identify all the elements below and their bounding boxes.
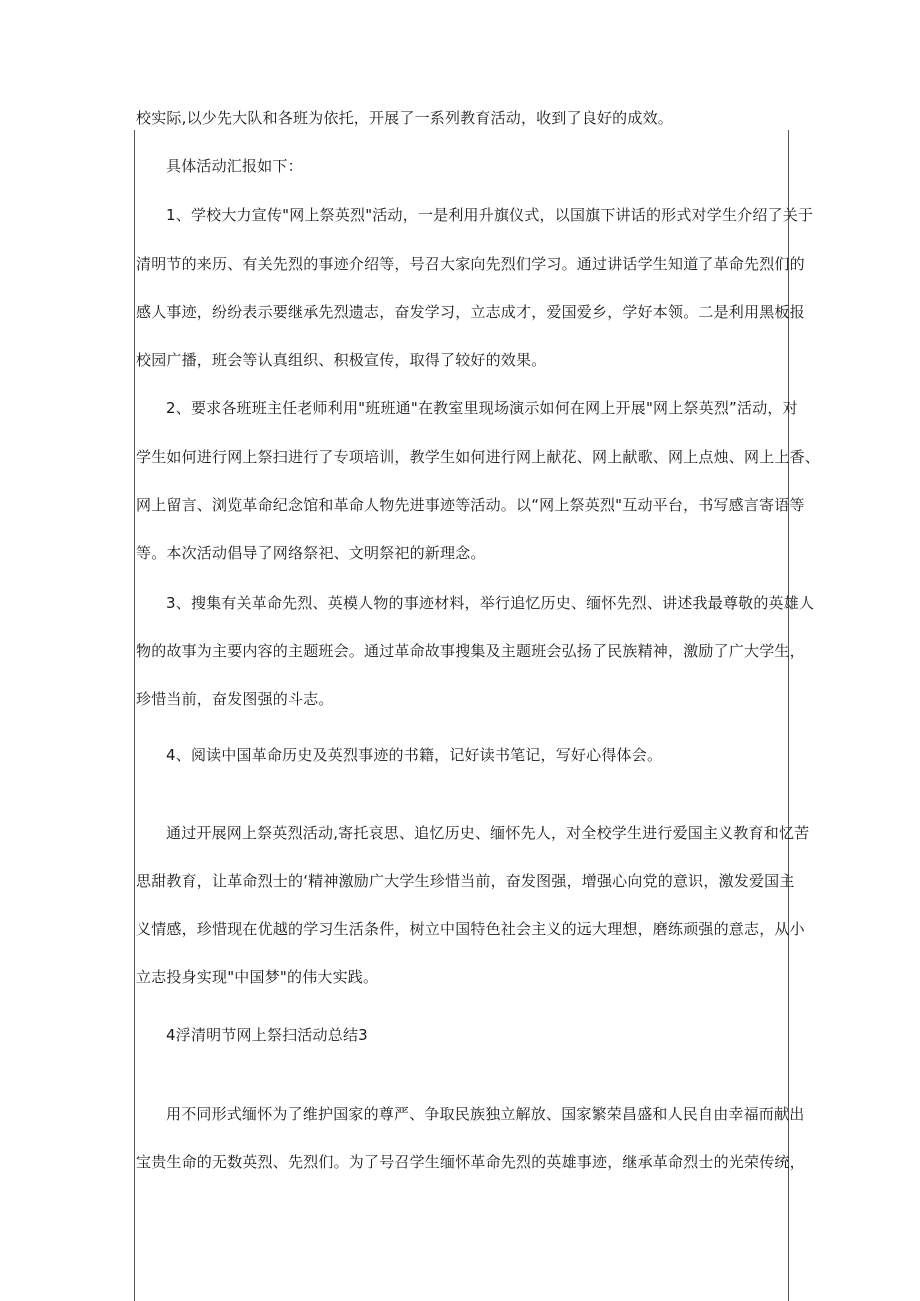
text-line: 网上留言、浏览革命纪念馆和革命人物先进事迹等活动。以“网上祭英烈"互动平台，书写感言寄语等 xyxy=(136,496,805,514)
text-line: 校实际,以少先大队和各班为依托，开展了一系列教育活动，收到了良好的成效。 xyxy=(136,109,673,127)
text-line: 校园广播，班会等认真组织、积极宣传，取得了较好的效果。 xyxy=(136,351,547,369)
text-line: 具体活动汇报如下： xyxy=(166,157,303,175)
section-heading: 4浮清明节网上祭扫活动总结3 xyxy=(166,1026,368,1044)
text-line: 清明节的来历、有关先烈的事迹介绍等，号召大家向先烈们学习。通过讲话学生知道了革命先烈们的 xyxy=(136,255,805,273)
text-line: 4、阅读中国革命历史及英烈事迹的书籍，记好读书笔记，写好心得体会。 xyxy=(166,746,663,764)
text-line: 等。本次活动倡导了网络祭祀、文明祭祀的新理念。 xyxy=(136,544,486,562)
text-line: 学生如何进行网上祭扫进行了专项培训，教学生如何进行网上献花、网上献歌、网上点烛、网上上香、 xyxy=(136,448,821,466)
text-line: 义情感，珍惜现在优越的学习生活条件，树立中国特色社会主义的远大理想，磨练顽强的意志，从小 xyxy=(136,920,805,938)
text-line: 思甜教育，让革命烈士的‘精神激励广大学生珍惜当前，奋发图强，增强心向党的意识，激发爱国主 xyxy=(136,872,795,890)
text-line: 用不同形式缅怀为了维护国家的尊严、争取民族独立解放、国家繁荣昌盛和人民自由幸福而献出 xyxy=(166,1105,805,1123)
text-line: 1、学校大力宣传"网上祭英烈"活动，一是利用升旗仪式，以国旗下讲话的形式对学生介绍了关于 xyxy=(166,206,814,224)
text-line: 宝贵生命的无数英烈、先烈们。为了号召学生缅怀革命先烈的英雄事迹，继承革命烈士的光荣传统， xyxy=(136,1153,805,1171)
text-line: 3、搜集有关革命先烈、英模人物的事迹材料，举行追忆历史、缅怀先烈、讲述我最尊敬的英雄人 xyxy=(166,594,815,612)
text-line: 2、要求各班班主任老师利用"班班通"在教室里现场演示如何在网上开展"网上祭英烈”活动，对 xyxy=(166,399,798,417)
text-line: 物的故事为主要内容的主题班会。通过革命故事搜集及主题班会弘扬了民族精神，激励了广大学生， xyxy=(136,642,805,660)
text-line: 感人事迹，纷纷表示要继承先烈遗志，奋发学习，立志成才，爱国爱乡，学好本领。二是利用黑板报 xyxy=(136,303,805,321)
text-line: 立志投身实现"中国梦"的伟大实践。 xyxy=(136,968,379,986)
text-line: 通过开展网上祭英烈活动,寄托哀思、追忆历史、缅怀先人，对全校学生进行爱国主义教育和忆苦 xyxy=(166,824,810,842)
text-line: 珍惜当前，奋发图强的斗志。 xyxy=(136,690,334,708)
